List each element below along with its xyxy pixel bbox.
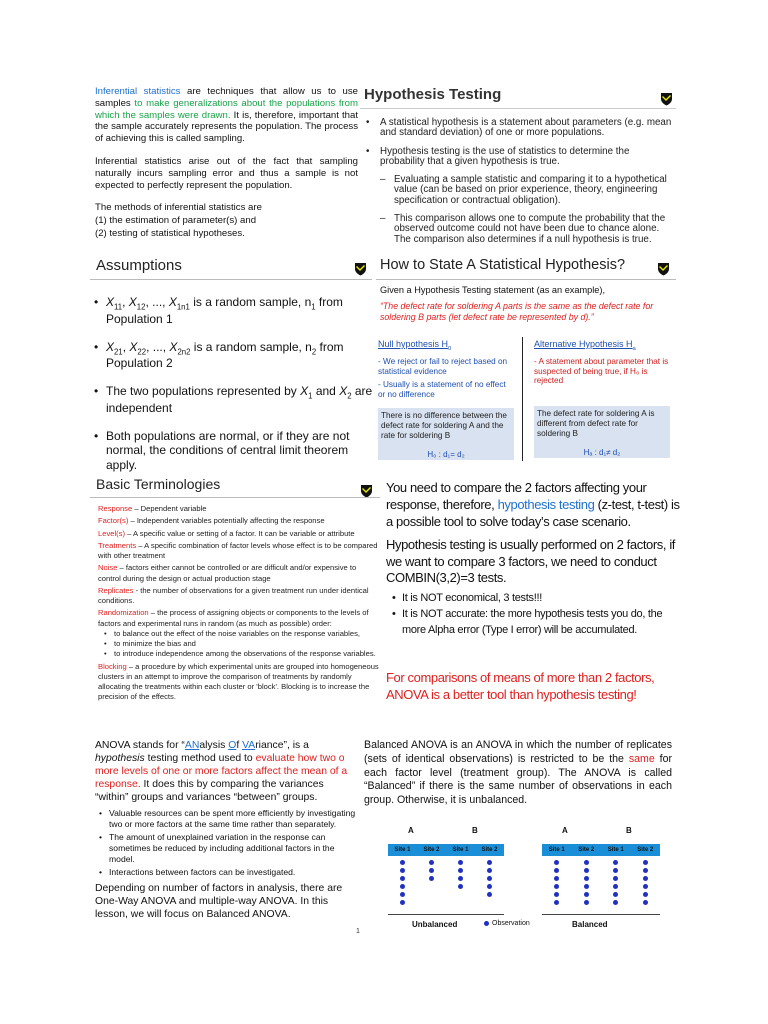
observation-dot [429, 876, 434, 881]
observation-dot [554, 884, 559, 889]
anova-bullet-1: • Valuable resources can be spent more efficiently by investigating two or more factors at the same time rather than separately. [99, 807, 356, 829]
unbalanced-group [388, 826, 504, 934]
assumptions-slide [90, 253, 373, 472]
observation-dot [584, 868, 589, 873]
observation-dot [613, 868, 618, 873]
intro-paragraph-1: Inferential statistics are techniques that allow us to use samples to make generalizations about the populations from which the samples were drawn. It is, therefore, important that the sample accurately represents the population. The process of achieving this is called sampling. [95, 86, 359, 145]
observation-dot [554, 900, 559, 905]
anova-closing: Depending on number of factors in analysis, there are One-Way ANOVA and multiple-way ANOVA. In this lesson, we will focus on Balanced ANOVA. [95, 882, 343, 920]
unbalanced-dots [388, 860, 504, 910]
balanced-section [364, 739, 672, 808]
unbalanced-label: Unbalanced [412, 920, 458, 929]
term-list [98, 504, 380, 703]
balance-figure [384, 826, 674, 934]
compare-paragraph-2: Hypothesis testing is usually performed on 2 factors, if we want to compare 3 factors, we need to conduct COMBIN(3,2)=3 tests. [386, 536, 676, 586]
rand-bullet-1: • to balance out the effect of the noise variables on the response variables, [104, 628, 360, 638]
term-item-randomization: Randomization – the process of assigning objects or components to the levels of factors and experimental runs in random (as much as possible) order: [98, 608, 369, 628]
anova-line-5: “within” groups and variances “between” groups. [95, 792, 318, 804]
observation-dot [643, 900, 648, 905]
slide-body [94, 295, 374, 472]
balanced-label: Balanced [572, 920, 608, 929]
observation-dot [487, 860, 492, 865]
compare-bullet-1: • It is NOT economical, 3 tests!!! [392, 592, 542, 605]
shield-logo-icon [657, 262, 670, 276]
observation-dot [400, 860, 405, 865]
state-hypothesis-slide [376, 253, 676, 463]
title-rule [90, 497, 380, 498]
bullet-1: • $X_{11}$, $X_{12}$, ..., $X_{1n1}$ is a random sample, $n_1$ from Population 1 [94, 295, 343, 326]
compare-paragraph-1: You need to compare the 2 factors affecting your response, therefore, hypothesis testing (z-test, t-test) is a possible tool to solve today’s case scenario. [386, 480, 680, 529]
observation-dot [429, 868, 434, 873]
observation-dot [400, 884, 405, 889]
anova-bullet-3: • Interactions between factors can be investigated. [99, 867, 296, 878]
quote: “The defect rate for soldering A parts is the same as the defect rate for soldering B parts (let defect rate be represented by d).” [380, 301, 654, 322]
observation-dot [643, 884, 648, 889]
observation-dot [584, 892, 589, 897]
intro-section [95, 86, 358, 240]
shield-logo-icon [360, 484, 373, 498]
intro-item-1: (1) the estimation of parameter(s) and [95, 215, 257, 227]
observation-dot [458, 884, 463, 889]
rand-bullet-3: • to introduce independence among the observations of the response variables. [104, 649, 376, 659]
anova-line-1: ANOVA stands for “ANalysis Of VAriance”, is a [95, 740, 309, 751]
site-label: Site 2 [637, 847, 654, 853]
anova-bullet-2: • The amount of unexplained variation in the response can sometimes be reduced by including additional factors in the model. [99, 831, 335, 865]
observation-dot [487, 884, 492, 889]
alt-bullet-1: - A statement about parameter that is suspected of being true, if H₀ is rejected [534, 356, 669, 386]
balanced-group [542, 826, 660, 934]
dash-2: – This comparison allows one to compute the probability that the observed outcome could not have been due to chance alone. The comparison also determines if a null hypothesis is true. [380, 212, 666, 245]
legend: Observation [484, 920, 530, 927]
observation-dot [643, 876, 648, 881]
null-bullet-1: - We reject or fail to reject based on statistical evidence [378, 356, 508, 376]
balanced-paragraph: Balanced ANOVA is an ANOVA in which the number of replicates (sets of identical observations) is restricted to be the same for each factor level (treatment group). The ANOVA is called “Balanced” if there is the same number of observations in each group. Otherwise, it is unbalanced. [364, 739, 672, 807]
observation-dot [487, 868, 492, 873]
observation-dot [458, 876, 463, 881]
slide-body [366, 118, 672, 245]
observation-dot [487, 892, 492, 897]
alt-box: The defect rate for soldering A is different from defect rate for soldering B [534, 406, 670, 458]
group-a-label: A [562, 826, 568, 835]
observation-dot [400, 876, 405, 881]
site-label: Site 2 [578, 847, 595, 853]
slide-title: Hypothesis Testing [364, 86, 502, 103]
column-divider [522, 337, 523, 461]
group-b-label: B [626, 826, 632, 835]
observation-dot [458, 860, 463, 865]
anova-section [95, 739, 357, 921]
null-title: Null hypothesis $H_0$ [378, 339, 452, 352]
balanced-dots [542, 860, 660, 910]
null-column [378, 339, 514, 460]
observation-dot [400, 868, 405, 873]
compare-section [386, 480, 686, 703]
hypothesis-testing-slide [360, 84, 676, 248]
null-box: There is no difference between the defect rate for soldering A and the rate for soldering B [378, 408, 514, 460]
observation-dot [458, 868, 463, 873]
compare-bullet-2: • It is NOT accurate: the more hypothesis tests you do, the more Alpha error (Type I error) will be accumulated. [392, 608, 663, 637]
title-rule [376, 279, 676, 280]
rand-bullet-2: • to minimize the bias and [104, 639, 196, 648]
null-formula: H₀ : d₁= d₂ [427, 450, 465, 460]
page-number: 1 [356, 928, 360, 935]
observation-dot [554, 892, 559, 897]
observation-dot [613, 892, 618, 897]
compare-bullets [386, 591, 686, 639]
intro-item-2: (2) testing of statistical hypotheses. [95, 227, 245, 239]
observation-dot [643, 860, 648, 865]
observation-dot [613, 900, 618, 905]
observation-dot [584, 876, 589, 881]
site-label: Site 2 [481, 847, 498, 853]
slide-title: Assumptions [96, 257, 182, 274]
observation-dot [613, 884, 618, 889]
terminologies-slide [90, 474, 380, 734]
intro-paragraph-2: Inferential statistics arise out of the fact that sampling naturally incurs sampling error and thus a sample is not expected to perfectly represent the population. [95, 155, 358, 191]
intro-line: Given a Hypothesis Testing statement (as an example), [380, 285, 606, 295]
term-item-factors: Factor(s) – Independent variables potentially affecting the response [98, 516, 325, 526]
anova-line-3: more levels of one or more factors affect the mean of a [95, 766, 348, 778]
observation-dot [584, 884, 589, 889]
bullet-4: • Both populations are normal, or if they are not normal, the conditions of central limit theorem apply. [94, 429, 350, 472]
title-rule [360, 108, 676, 109]
term-item-blocking: Blocking – a procedure by which experimental units are grouped into homogeneous clusters in an attempt to improve the comparison of treatments by randomly allocating the treatments within each cluster or 'block'. Blocking is to increase the precision of the effects. [98, 661, 379, 702]
baseline [542, 914, 660, 915]
anova-bullets [95, 808, 357, 879]
observation-dot [613, 876, 618, 881]
observation-dot [554, 860, 559, 865]
slide-title: How to State A Statistical Hypothesis? [380, 257, 626, 273]
bullet-3: • The two populations represented by $X_1$ and $X_2$ are independent [94, 384, 373, 416]
site-label: Site 2 [423, 847, 440, 853]
site-label: Site 1 [548, 847, 565, 853]
intro-paragraph-3: The methods of inferential statistics are [95, 202, 262, 214]
null-bullet-2: - Usually is a statement of no effect or no difference [378, 380, 506, 400]
observation-dot [643, 892, 648, 897]
observation-dot-icon [484, 921, 489, 926]
observation-dot [554, 876, 559, 881]
term-item-noise: Noise – factors either cannot be controlled or are difficult and/or expensive to control during the design or actual production stage [98, 563, 357, 583]
observation-dot [613, 860, 618, 865]
observation-dot [400, 900, 405, 905]
bullet-2: • Hypothesis testing is the use of statistics to determine the probability that a given hypothesis is true. [366, 145, 630, 167]
site-label: Site 1 [607, 847, 624, 853]
observation-dot [487, 876, 492, 881]
observation-dot [400, 892, 405, 897]
site-label: Site 1 [394, 847, 411, 853]
observation-dot [429, 860, 434, 865]
anova-line-2: hypothesis testing method used to evaluate how two o [95, 753, 345, 765]
shield-logo-icon [354, 262, 367, 276]
anova-line-4: response. It does this by comparing the variances [95, 779, 324, 791]
term-item-treatments: Treatments – A specific combination of factor levels whose effect is to be compared with other treatment [98, 540, 378, 560]
bullet-2: • $X_{21}$, $X_{22}$, ..., $X_{2n2}$ is a random sample, $n_2$ from Population 2 [94, 339, 344, 371]
observation-dot [584, 900, 589, 905]
alt-title: Alternative Hypothesis $H_a$ [534, 339, 636, 352]
slide-title: Basic Terminologies [96, 476, 221, 492]
term-item-levels: Level(s) – A specific value or setting of a factor. It can be variable or attribute [98, 528, 355, 538]
dash-1: – Evaluating a sample statistic and comparing it to a hypothetical value (can be based on prior experience, theory, engineering specification or contractual obligation). [380, 174, 667, 206]
compare-red-note: For comparisons of means of more than 2 factors, ANOVA is a better tool than hypothesis testing! [386, 670, 655, 703]
bullet-1: • A statistical hypothesis is a statement about parameters (e.g. mean and standard deviation) of one or more populations. [366, 117, 672, 139]
site-bar [542, 844, 660, 856]
observation-dot [554, 868, 559, 873]
alt-formula: Hₐ : d₁≠ d₂ [583, 448, 621, 458]
group-b-label: B [472, 826, 478, 835]
shield-logo-icon [660, 92, 673, 106]
baseline [388, 914, 504, 915]
title-rule [90, 279, 372, 280]
observation-dot [584, 860, 589, 865]
alt-column [534, 339, 670, 458]
site-bar [388, 844, 504, 856]
observation-dot [643, 868, 648, 873]
randomization-bullets [98, 629, 380, 660]
term-item-response: Response – Dependent variable [98, 504, 207, 513]
group-a-label: A [408, 826, 414, 835]
term-item-replicates: Replicates - the number of observations for a given treatment run under identical conditions. [98, 585, 369, 605]
site-label: Site 1 [452, 847, 469, 853]
